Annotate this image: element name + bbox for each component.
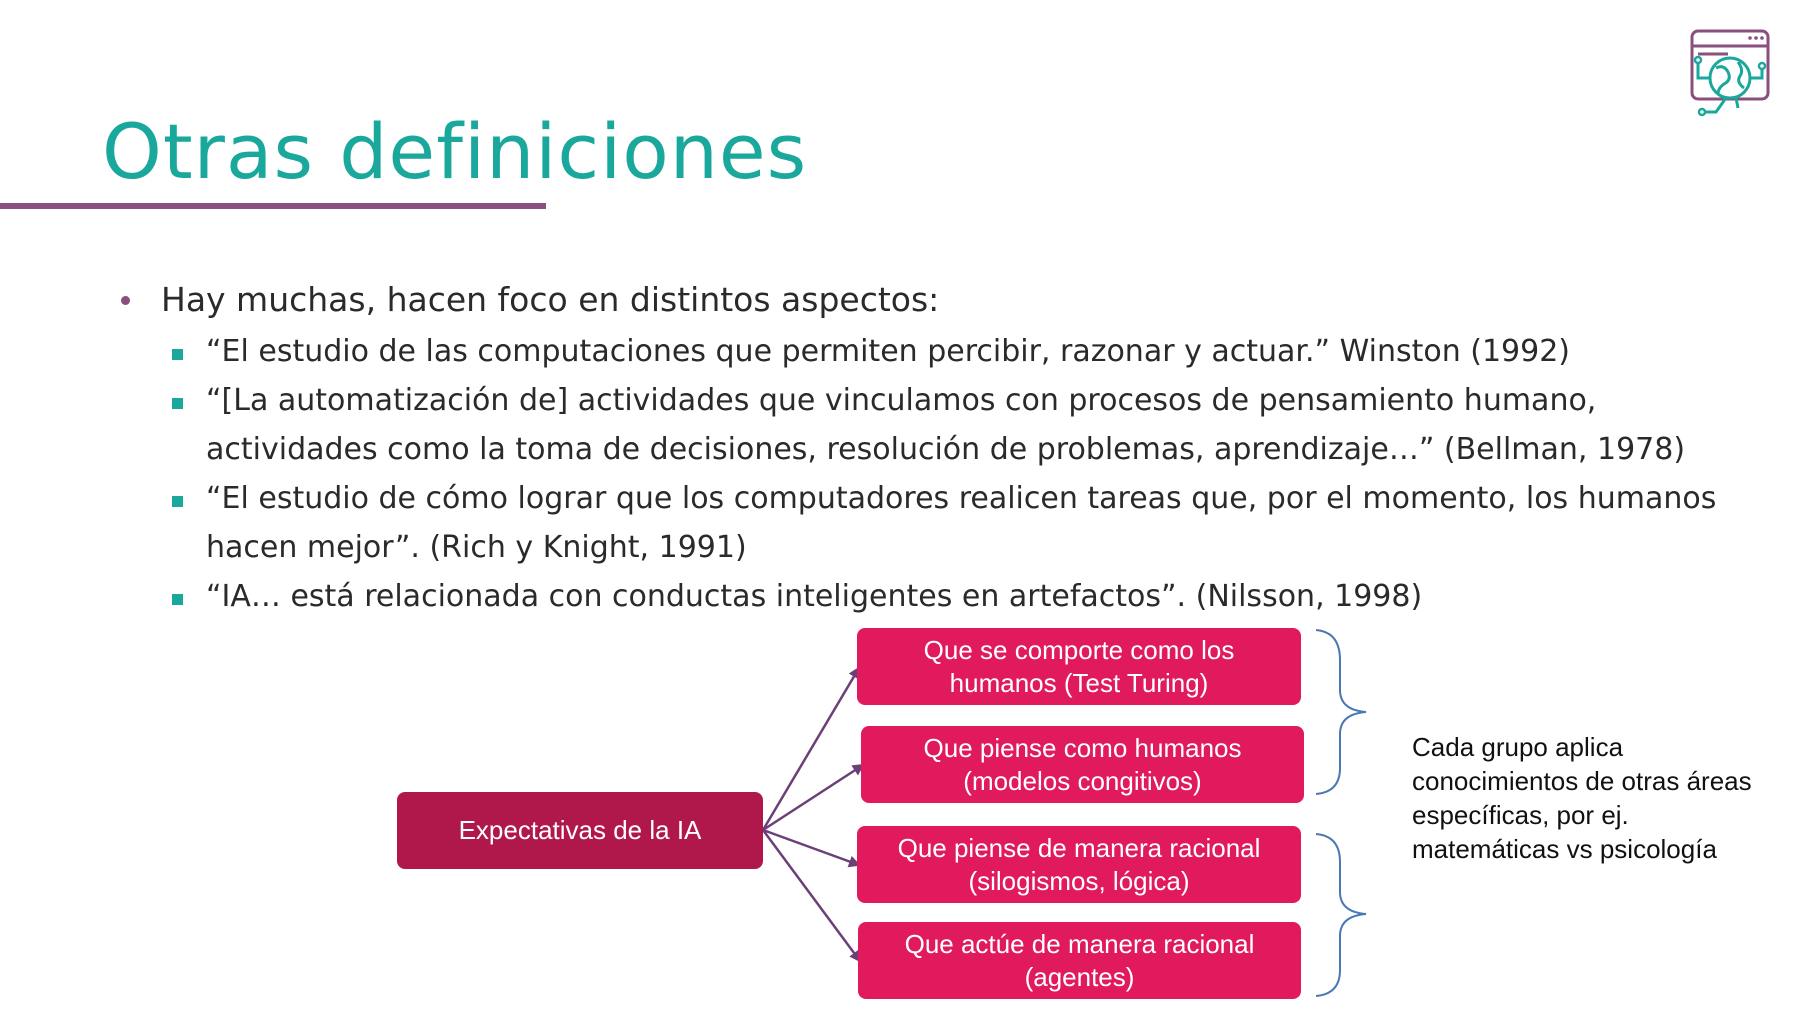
leaf-label: (agentes) (1024, 961, 1135, 992)
connector-arrow-2 (763, 765, 863, 830)
leaf-box-rational-action (858, 922, 1301, 999)
leaf-label: Que piense como humanos (923, 732, 1242, 763)
leaf-box-rational-thought (857, 826, 1301, 903)
definition-nilsson: “IA… está relacionada con conductas inteligentes en artefactos”. (Nilsson, 1998) (206, 579, 1423, 614)
bullet-item (118, 273, 1758, 327)
note-line: Cada grupo aplica (1412, 732, 1624, 762)
title-underline (0, 203, 546, 209)
sub-bullet-item (118, 376, 1758, 474)
definition-bellman: “[La automatización de] actividades que vinculamos con procesos de pensamiento humano, actividades como la toma de decisiones, resolución de problemas, aprendizaje…” (Bellman, 1978) (206, 383, 1686, 467)
connector-arrow-4 (763, 830, 860, 961)
square-bullet-icon (172, 594, 183, 605)
sub-bullet-list (118, 327, 1758, 621)
leaf-label: humanos (Test Turing) (949, 667, 1209, 698)
sub-bullet-item (118, 327, 1758, 376)
leaf-label: (silogismos, lógica) (968, 865, 1190, 896)
square-bullet-icon (172, 398, 183, 409)
side-note (1412, 730, 1792, 866)
definition-winston: “El estudio de las computaciones que permiten percibir, razonar y actuar.” Winston (1992) (206, 334, 1571, 369)
bullet-list (118, 273, 1758, 621)
connector-arrow-1 (763, 668, 859, 830)
leaf-label: Que actúe de manera racional (904, 928, 1255, 959)
definition-rich-knight: “El estudio de cómo lograr que los computadores realicen tareas que, por el momento, los humanos hacen mejor”. (Rich y Knight, 1991) (206, 481, 1717, 565)
bullet-text: Hay muchas, hacen foco en distintos aspectos: (161, 280, 940, 319)
bullet-dot-icon (121, 296, 130, 305)
root-box (397, 792, 763, 869)
leaf-box-turing (857, 628, 1301, 705)
brace-top (1316, 630, 1366, 794)
brace-bottom (1316, 834, 1366, 996)
leaf-label: (modelos congitivos) (963, 765, 1202, 796)
note-line: conocimientos de otras áreas (1412, 766, 1752, 796)
leaf-box-cognitive (861, 726, 1304, 803)
square-bullet-icon (172, 349, 183, 360)
note-line: específicas, por ej. (1412, 800, 1629, 830)
sub-bullet-item (118, 572, 1758, 621)
globe-window-icon (1688, 28, 1772, 124)
square-bullet-icon (172, 496, 183, 507)
sub-bullet-item (118, 474, 1758, 572)
connector-arrow-3 (763, 830, 859, 865)
note-line: matemáticas vs psicología (1412, 834, 1717, 864)
root-label: Expectativas de la IA (458, 815, 702, 845)
leaf-label: Que se comporte como los (923, 634, 1235, 665)
leaf-label: Que piense de manera racional (897, 832, 1261, 863)
page-title: Otras definiciones (102, 107, 808, 196)
